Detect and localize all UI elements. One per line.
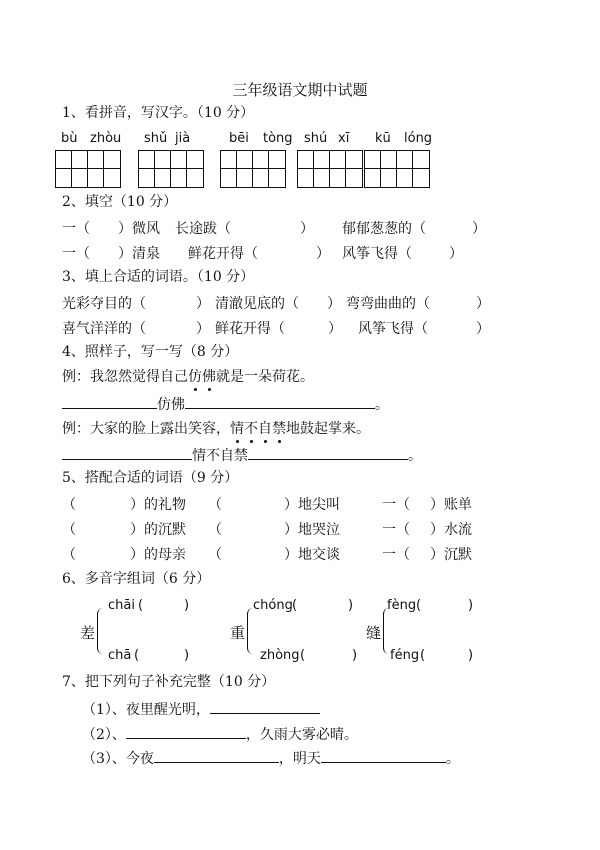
grid-cell[interactable] (253, 169, 269, 187)
fill-text: 鲜花开得（ (188, 246, 258, 262)
match-text: ）沉默 (430, 547, 472, 563)
pinyin: bù (61, 131, 78, 146)
pinyin: chā (108, 648, 132, 663)
example-sentence-2 (62, 420, 370, 438)
q4-heading: 4、照样子，写一写（8 分） (62, 344, 239, 360)
answer-blank[interactable] (154, 748, 279, 763)
fill-text: 风筝飞得（ (342, 246, 412, 262)
grid-cell[interactable] (88, 169, 104, 187)
writing-grid[interactable] (297, 150, 363, 188)
fill-text: 长途跋（ (175, 221, 231, 237)
fill-text: 一（ (62, 246, 90, 262)
match-text: ）账单 (430, 497, 472, 513)
match-text: 一（ (382, 547, 410, 563)
sentence-text: ，明天 (278, 751, 321, 767)
pinyin: zhòng (260, 648, 300, 663)
dotted-char: 禁 (272, 421, 286, 437)
pinyin: shǔ (144, 131, 168, 146)
sentence-text: （2）、 (82, 727, 126, 743)
paren: ( (292, 598, 298, 613)
grid-cell[interactable] (413, 169, 429, 187)
grid-cell[interactable] (104, 169, 120, 187)
grid-cell[interactable] (56, 169, 72, 187)
grid-cell[interactable] (314, 151, 330, 169)
grid-cell[interactable] (155, 151, 171, 169)
grid-cell[interactable] (314, 169, 330, 187)
q3-heading: 3、填上合适的词语。（10 分） (62, 269, 255, 285)
answer-blank[interactable] (62, 394, 157, 409)
match-text: ）地交谈 (284, 547, 340, 563)
match-text: ）的沉默 (130, 522, 186, 538)
answer-blank[interactable] (185, 394, 375, 409)
dotted-char: 佛 (202, 369, 216, 385)
polyphone-char: 重 (230, 624, 246, 642)
grid-cell[interactable] (72, 151, 88, 169)
brace-icon (97, 608, 106, 654)
grid-cell[interactable] (365, 169, 381, 187)
grid-cell[interactable] (397, 169, 413, 187)
page-title: 三年级语文期中试题 (232, 81, 368, 99)
grid-cell[interactable] (346, 151, 362, 169)
paren: ) (184, 648, 190, 663)
paren: ) (184, 598, 190, 613)
q2-heading: 2、填空（10 分） (62, 194, 178, 210)
sentence-2 (82, 724, 358, 742)
writing-grid[interactable] (220, 150, 286, 188)
grid-cell[interactable] (237, 151, 253, 169)
fill-text: ） (316, 246, 330, 262)
pinyin: fèng (387, 598, 417, 613)
pinyin: féng (390, 648, 420, 663)
grid-cell[interactable] (298, 151, 314, 169)
brace-icon (247, 608, 256, 654)
paren: ( (416, 598, 422, 613)
fill-end: 。 (375, 397, 389, 413)
paren: ) (468, 648, 474, 663)
sentence-text: （3）、今夜 (82, 751, 154, 767)
fill-end: 。 (408, 448, 422, 464)
match-text: ）的母亲 (130, 547, 186, 563)
sentence-text: ，久雨大雾必晴。 (245, 727, 358, 743)
pinyin: jià (175, 131, 191, 146)
match-text: （ (208, 522, 222, 538)
grid-cell[interactable] (269, 169, 285, 187)
grid-cell[interactable] (155, 169, 171, 187)
paren: ( (134, 648, 140, 663)
fill-text: ） (449, 246, 463, 262)
match-text: （ (208, 497, 222, 513)
grid-cell[interactable] (88, 151, 104, 169)
sentence-1 (82, 699, 320, 717)
pinyin: chóng (253, 598, 293, 613)
paren: ) (468, 598, 474, 613)
grid-cell[interactable] (330, 151, 346, 169)
fill-text: ） (476, 296, 490, 312)
dotted-char: 自 (258, 421, 272, 437)
grid-cell[interactable] (365, 151, 381, 169)
pinyin: shú (304, 131, 328, 146)
grid-cell[interactable] (330, 169, 346, 187)
writing-grid[interactable] (138, 150, 204, 188)
fill-text: ） (196, 321, 210, 337)
fill-text: 鲜花开得（ (215, 321, 285, 337)
sentence-text: （1）、夜里醒光明， (82, 702, 210, 718)
grid-cell[interactable] (253, 151, 269, 169)
grid-cell[interactable] (381, 169, 397, 187)
fill-word: 情不自禁 (192, 448, 248, 464)
grid-cell[interactable] (56, 151, 72, 169)
fill-text: 弯弯曲曲的（ (346, 296, 430, 312)
pinyin: bēi (229, 131, 249, 146)
match-text: （ (208, 547, 222, 563)
grid-cell[interactable] (104, 151, 120, 169)
q1-heading: 1、看拼音，写汉字。（10 分） (62, 105, 255, 121)
paren: ( (420, 648, 426, 663)
match-text: （ (62, 497, 76, 513)
match-text: （ (62, 522, 76, 538)
match-text: ）地尖叫 (284, 497, 340, 513)
paren: ) (352, 648, 358, 663)
answer-blank[interactable] (210, 699, 320, 714)
pinyin: zhòu (90, 131, 122, 146)
match-text: （ (62, 547, 76, 563)
match-text: 一（ (382, 497, 410, 513)
fill-sentence-1 (62, 394, 389, 412)
fill-word: 仿佛 (157, 397, 185, 413)
match-text: ）的礼物 (130, 497, 186, 513)
q6-heading: 6、多音字组词（6 分） (62, 571, 211, 587)
dotted-char: 不 (244, 421, 258, 437)
fill-text: 郁郁葱葱的（ (342, 221, 426, 237)
grid-cell[interactable] (187, 169, 203, 187)
q5-heading: 5、搭配合适的词语（9 分） (62, 470, 239, 486)
grid-cell[interactable] (221, 169, 237, 187)
fill-text: 一（ (62, 221, 90, 237)
fill-text: ） (476, 321, 490, 337)
fill-text: 光彩夺目的（ (62, 296, 146, 312)
grid-cell[interactable] (237, 169, 253, 187)
dotted-char: 仿 (188, 369, 202, 385)
sentence-3 (82, 748, 460, 766)
fill-text: 喜气洋洋的（ (62, 321, 146, 337)
grid-cell[interactable] (381, 151, 397, 169)
example-text: 例：我忽然觉得自己 (62, 369, 188, 385)
grid-cell[interactable] (187, 151, 203, 169)
sentence-text: 。 (445, 751, 460, 767)
fill-text: ） (300, 221, 314, 237)
polyphone-char: 差 (80, 624, 96, 642)
example-text: 地鼓起掌来。 (286, 421, 370, 437)
match-text: ）水流 (430, 522, 472, 538)
grid-cell[interactable] (171, 169, 187, 187)
grid-cell[interactable] (269, 151, 285, 169)
polyphone-char: 缝 (366, 624, 382, 642)
paren: ( (300, 648, 306, 663)
paren: ) (348, 598, 354, 613)
answer-blank[interactable] (248, 445, 408, 460)
writing-grid[interactable] (55, 150, 121, 188)
example-text: 例：大家的脸上露出笑容， (62, 421, 230, 437)
pinyin: tòng (263, 131, 293, 146)
grid-cell[interactable] (413, 151, 429, 169)
fill-text: ）清泉 (118, 246, 160, 262)
grid-cell[interactable] (397, 151, 413, 169)
answer-blank[interactable] (62, 445, 192, 460)
fill-text: ） (328, 321, 342, 337)
q7-heading: 7、把下列句子补充完整（10 分） (62, 674, 276, 690)
example-sentence-1 (62, 368, 314, 386)
fill-text: ） (327, 296, 341, 312)
grid-cell[interactable] (298, 169, 314, 187)
fill-text: 风筝飞得（ (358, 321, 428, 337)
answer-blank[interactable] (321, 748, 446, 763)
grid-cell[interactable] (171, 151, 187, 169)
paren: ( (138, 598, 144, 613)
writing-grid[interactable] (364, 150, 430, 188)
grid-cell[interactable] (139, 151, 155, 169)
answer-blank[interactable] (126, 724, 246, 739)
grid-cell[interactable] (221, 151, 237, 169)
fill-text: ） (196, 296, 210, 312)
pinyin: chāi (108, 598, 135, 613)
grid-cell[interactable] (139, 169, 155, 187)
fill-sentence-2 (62, 445, 422, 463)
match-text: 一（ (382, 522, 410, 538)
match-text: ）地哭泣 (284, 522, 340, 538)
example-text: 就是一朵荷花。 (216, 369, 314, 385)
pinyin: lóng (404, 131, 433, 146)
fill-text: 清澈见底的（ (215, 296, 299, 312)
pinyin: kū (375, 131, 391, 146)
fill-text: ） (472, 221, 486, 237)
fill-text: ）微风 (118, 221, 160, 237)
grid-cell[interactable] (72, 169, 88, 187)
pinyin: xī (338, 131, 350, 146)
grid-cell[interactable] (346, 169, 362, 187)
dotted-char: 情 (230, 421, 244, 437)
